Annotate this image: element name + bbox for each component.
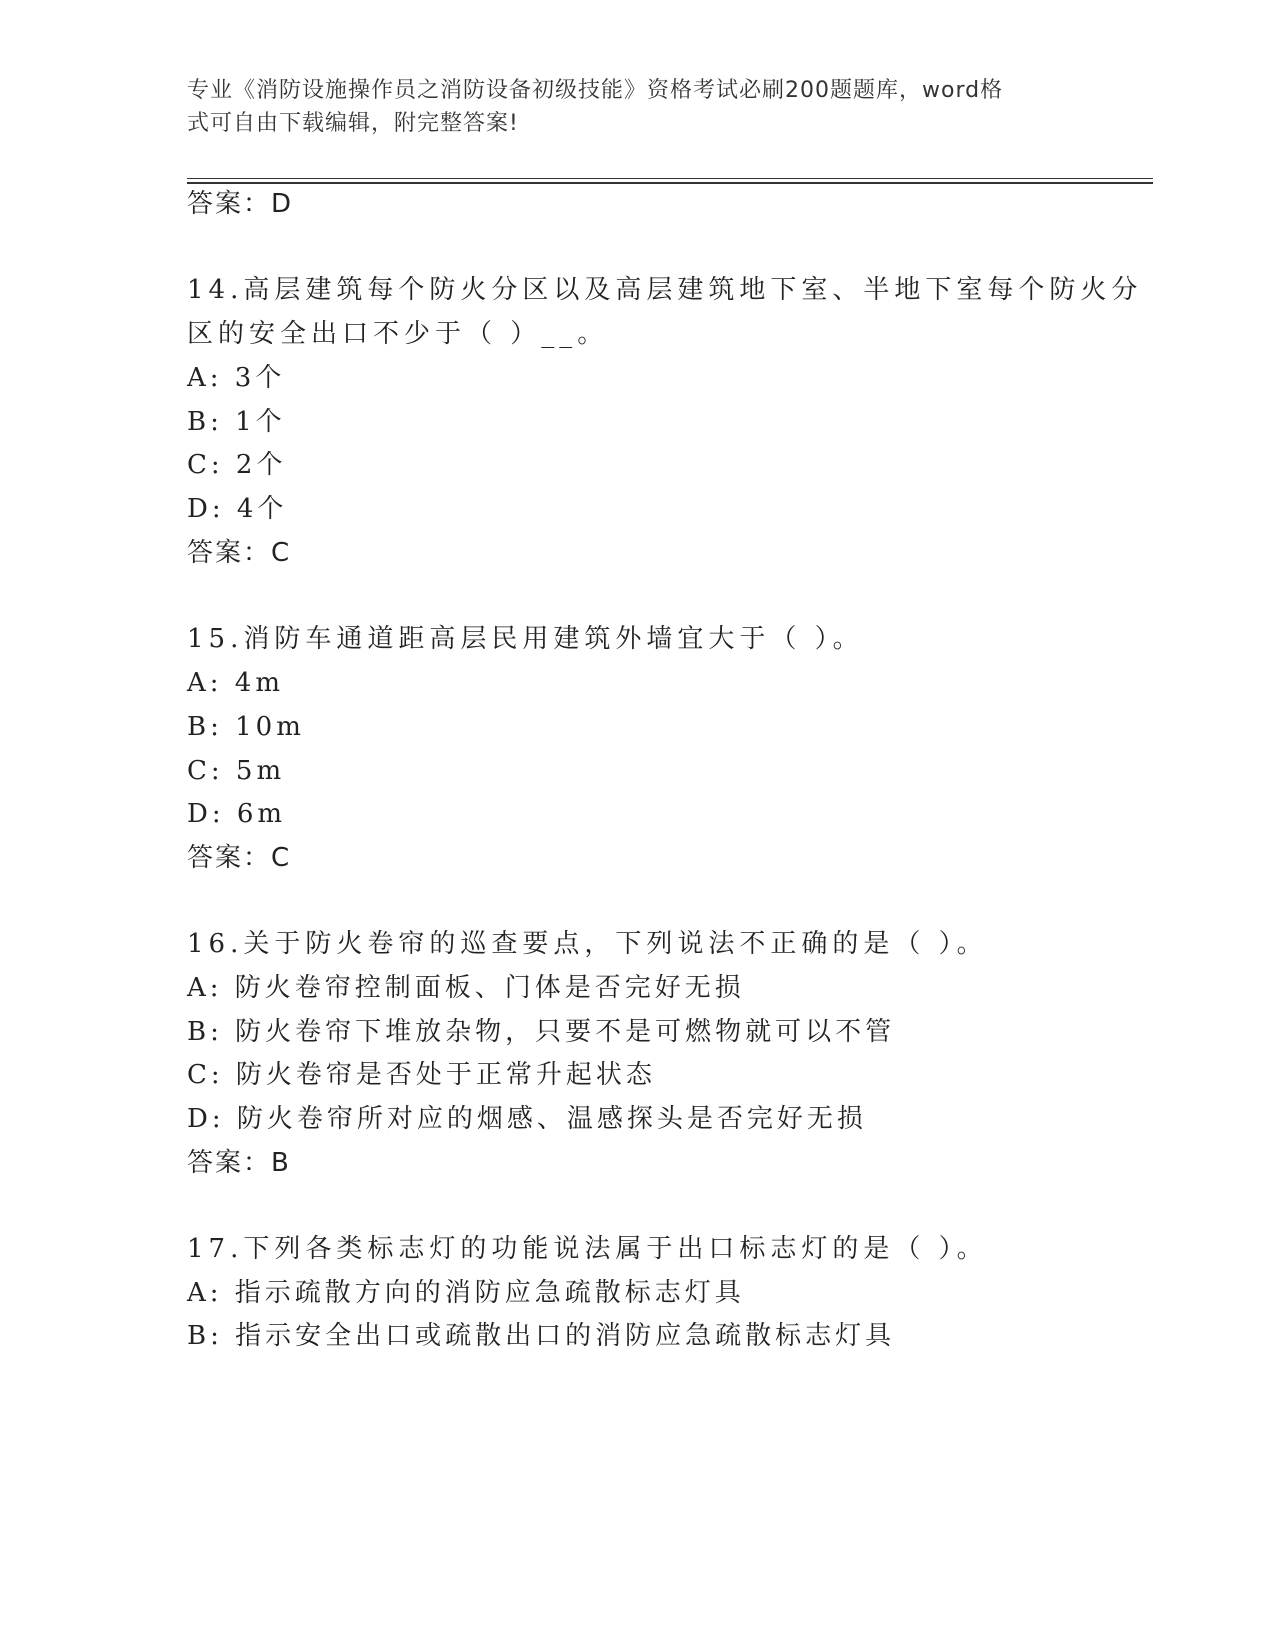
header-line-2: 式可自由下载编辑，附完整答案! [187, 111, 519, 136]
question-14-stem-line-1: 14.高层建筑每个防火分区以及高层建筑地下室、半地下室每个防火分 [187, 275, 1143, 305]
question-14-option-c: C: 2个 [187, 450, 287, 480]
question-15-option-a: A: 4m [187, 668, 284, 698]
header-line-1: 专业《消防设施操作员之消防设备初级技能》资格考试必刷200题题库，word格 [187, 78, 1004, 103]
question-16-option-d: D: 防火卷帘所对应的烟感、温感探头是否完好无损 [187, 1104, 867, 1134]
header-divider [187, 178, 1153, 179]
question-14-answer: 答案：C [187, 538, 292, 568]
header-divider-thick [187, 182, 1153, 184]
question-15-option-b: B: 10m [187, 712, 305, 742]
prev-answer: 答案：D [187, 189, 294, 219]
question-15-option-c: C: 5m [187, 756, 286, 786]
question-14-stem-line-2: 区的安全出口不少于（ ）__。 [187, 319, 609, 349]
question-17-option-b: B: 指示安全出口或疏散出口的消防应急疏散标志灯具 [187, 1321, 896, 1351]
question-14-option-d: D: 4个 [187, 494, 288, 524]
question-16-option-b: B: 防火卷帘下堆放杂物，只要不是可燃物就可以不管 [187, 1017, 896, 1047]
question-16-option-a: A: 防火卷帘控制面板、门体是否完好无损 [187, 973, 745, 1003]
question-16-stem: 16.关于防火卷帘的巡查要点，下列说法不正确的是（ ）。 [187, 929, 988, 959]
question-14-option-a: A: 3个 [187, 363, 286, 393]
question-17-stem: 17.下列各类标志灯的功能说法属于出口标志灯的是（ ）。 [187, 1234, 988, 1264]
question-15-stem: 15.消防车通道距高层民用建筑外墙宜大于（ ）。 [187, 624, 864, 654]
question-16-option-c: C: 防火卷帘是否处于正常升起状态 [187, 1060, 656, 1090]
question-15-answer: 答案：C [187, 843, 292, 873]
document-header [187, 74, 1067, 140]
question-17-option-a: A: 指示疏散方向的消防应急疏散标志灯具 [187, 1278, 745, 1308]
question-14-option-b: B: 1个 [187, 407, 286, 437]
question-15-option-d: D: 6m [187, 799, 287, 829]
question-16-answer: 答案：B [187, 1148, 291, 1178]
